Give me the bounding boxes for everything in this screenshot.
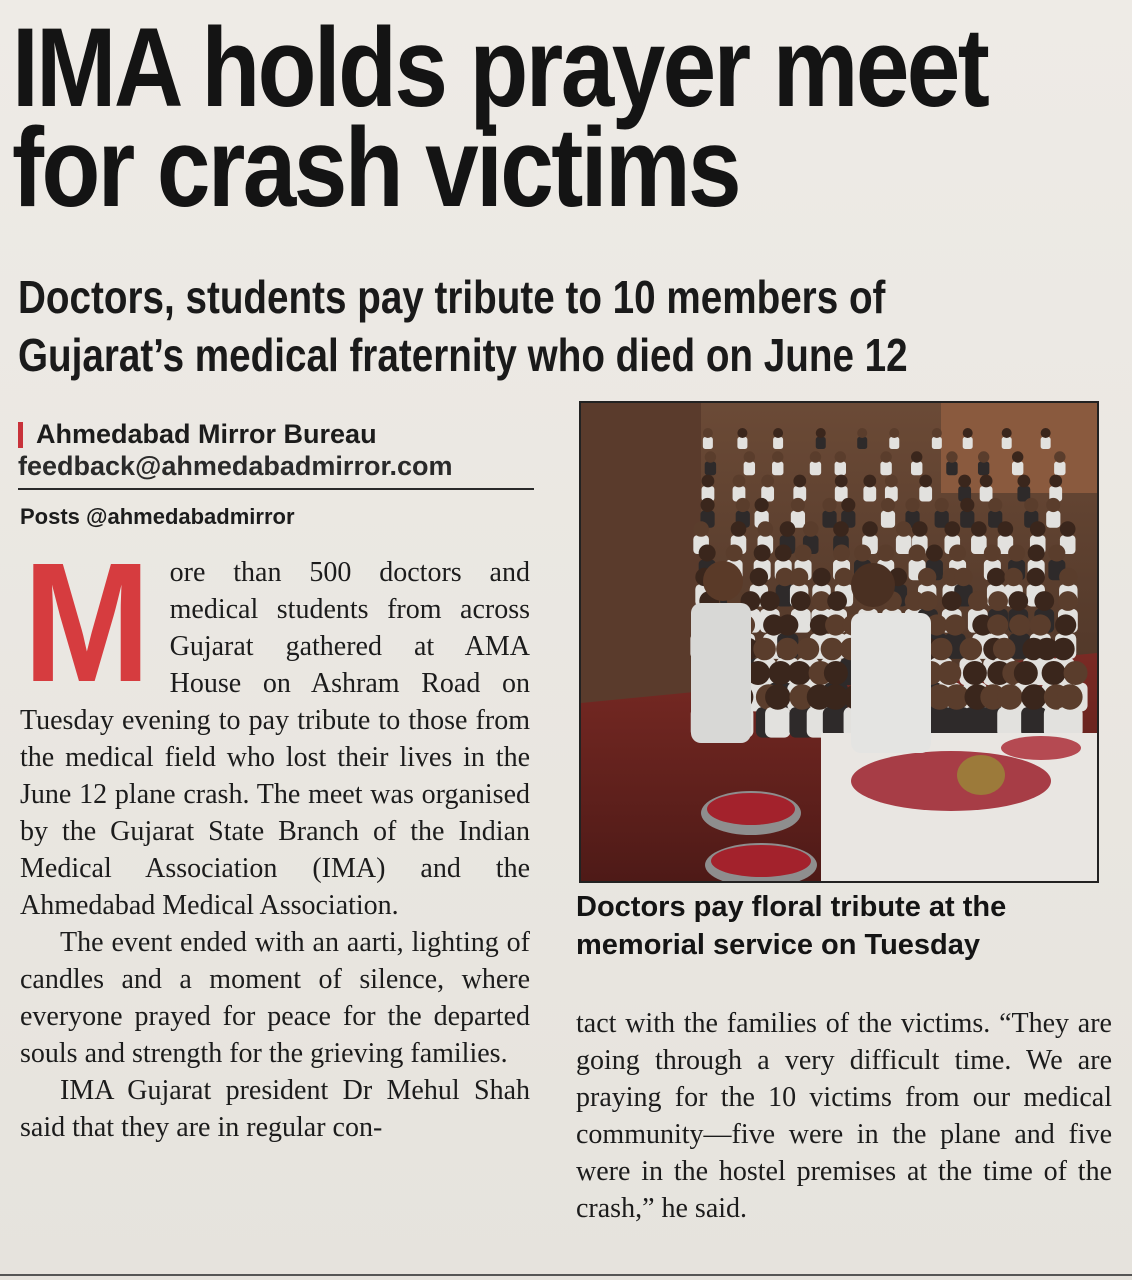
byline-accent-bar [18,422,23,448]
paragraph-3: IMA Gujarat president Dr Mehul Shah said that they are in regular con- [20,1075,530,1143]
headline-line-2: for crash victims [12,105,740,230]
paragraph-2: The event ended with an aarti, lighting of candles and a moment of silence, where everyone prayed for peace for the departed souls and strength for the grieving families. [20,927,530,1069]
article-column-right [576,1005,1112,1227]
photo-caption-line-2: memorial service on Tuesday [576,929,981,961]
paragraph-4: tact with the families of the victims. “They are going through a very difficult time. We are praying for the 10 victims from our medical community—five were in the plane and five were in the hostel premises at the time of the crash,” he said. [576,1008,1112,1224]
paragraph-1 [20,528,530,924]
headline-line-1: IMA holds prayer meet [12,5,988,130]
photo-caption [576,888,1116,964]
crowd-photo-illustration [581,403,1097,881]
byline-email: feedback@ahmedabadmirror.com [18,451,453,481]
subheadline-line-1: Doctors, students pay tribute to 10 members of [18,271,886,323]
bottom-divider [0,1274,1132,1276]
dropcap: M [23,528,151,718]
article-column-left [20,528,530,1146]
headline [12,5,1122,230]
paragraph-1-text: ore than 500 doctors and medical students from across Gujarat gathered at AMA House on Ashram Road on Tuesday evening to pay tribute to those from the medical field who lost their lives in the June 12 plane crash. The meet was organised by the Gujarat State Branch of the Indian Medical Association (IMA) and the Ahmedabad Medical Association. [20,557,530,921]
photo-caption-line-1: Doctors pay floral tribute at the [576,891,1007,923]
byline-divider [18,488,534,490]
photo-memorial-service [579,401,1099,883]
byline-posts: Posts @ahmedabadmirror [20,504,295,529]
subheadline [18,268,1118,384]
byline [18,418,538,482]
byline-name: Ahmedabad Mirror Bureau [36,419,377,449]
subheadline-line-2: Gujarat’s medical fraternity who died on June 12 [18,329,908,381]
